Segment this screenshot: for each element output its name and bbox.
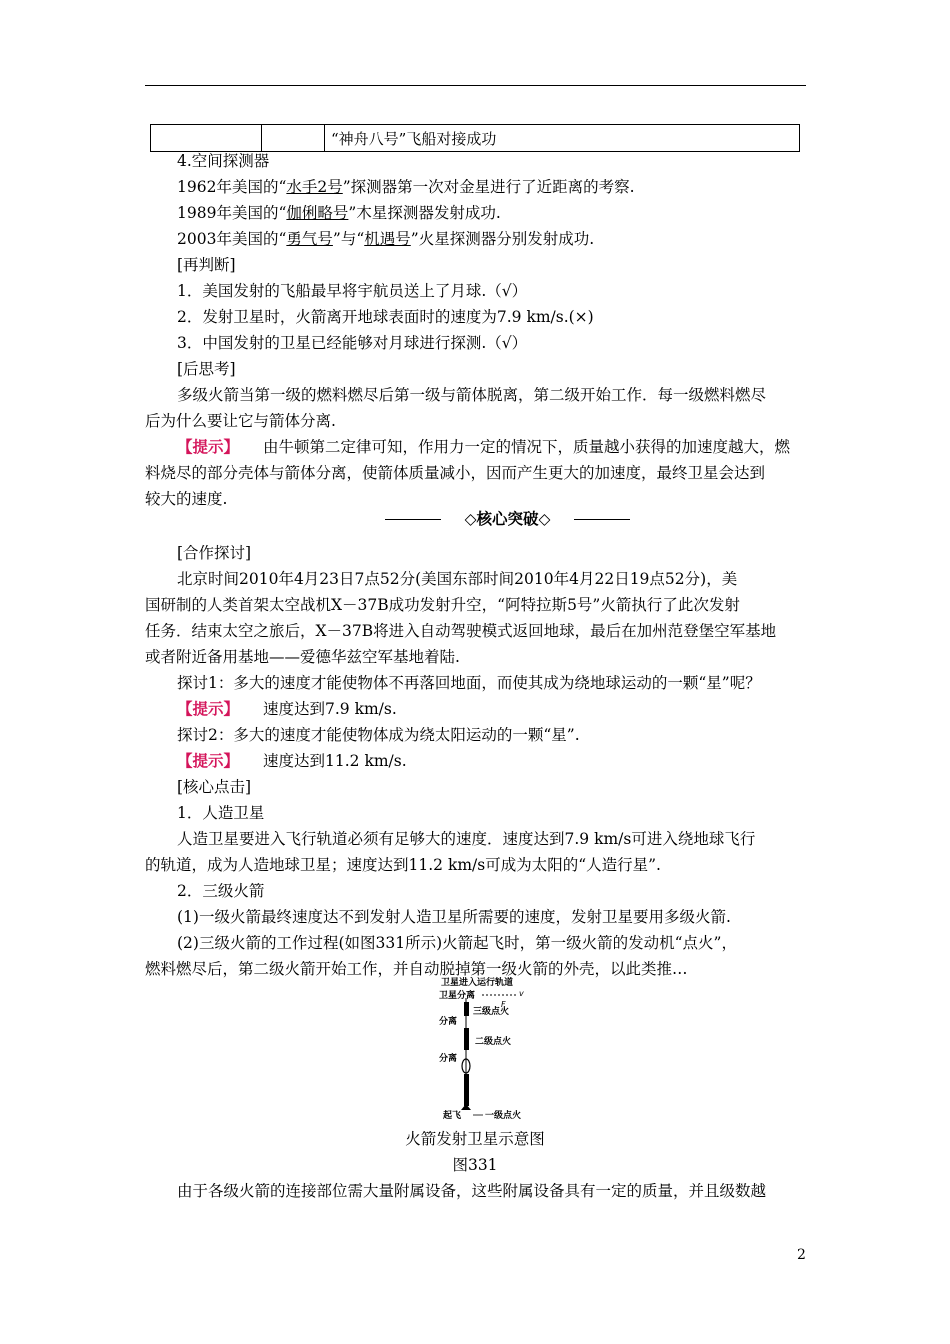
think-heading: [后思考] [177, 360, 236, 378]
probe-line-1: 1962年美国的“水手2号”探测器第一次对金星进行了近距离的考察. [177, 178, 635, 196]
judge-item: 2．发射卫星时，火箭离开地球表面时的速度为7.9 km/s.(×) [177, 308, 594, 326]
rocket-icon [464, 1074, 469, 1106]
core-subtitle-2: 2．三级火箭 [177, 882, 265, 900]
hint-label: 【提示】 [177, 699, 240, 718]
liftoff-label: 起飞 [443, 1111, 462, 1121]
discuss-question-2: 探讨2：多大的速度才能使物体成为绕太阳运动的一颗“星”. [177, 726, 580, 744]
discuss-paragraph-line: 任务．结束太空之旅后，X－37B将进入自动驾驶模式返回地球，最后在加州范登堡空军基地 [145, 622, 777, 640]
divider-line-left [385, 519, 441, 520]
discuss-paragraph-line: 或者附近备用基地——爱德华兹空军基地着陆. [145, 648, 460, 666]
velocity-label: v [519, 989, 524, 998]
judge-item: 3．中国发射的卫星已经能够对月球进行探测.（√） [177, 334, 528, 352]
header-rule [145, 85, 806, 86]
third-stage-icon [464, 1002, 469, 1016]
discuss-paragraph-line: 国研制的人类首架太空战机X－37B成功发射升空，“阿特拉斯5号”火箭执行了此次发射 [145, 596, 740, 614]
rocket-base-icon [461, 1104, 471, 1110]
third-stage-label: 三级点火 [473, 1007, 510, 1017]
core-paragraph-line: (1)一级火箭最终速度达不到发射人造卫星所需要的速度，发射卫星要用多级火箭. [177, 908, 731, 926]
discuss-question-1: 探讨1：多大的速度才能使物体不再落回地面，而使其成为绕地球运动的一颗“星”呢？ [177, 674, 761, 692]
discuss-paragraph-line: 北京时间2010年4月23日7点52分(美国东部时间2010年4月22日19点52分)，美 [177, 570, 738, 588]
think-answer-line: 料烧尽的部分壳体与箭体分离，使箭体质量减小，因而产生更大的加速度，最终卫星会达到 [145, 464, 766, 482]
section-title: ◇核心突破◇ [464, 510, 551, 528]
probe-heading: 4.空间探测器 [177, 152, 270, 170]
closing-paragraph-line: 由于各级火箭的连接部位需大量附属设备，这些附属设备具有一定的质量，并且级数越 [177, 1182, 767, 1200]
section-divider [385, 506, 630, 532]
discuss-answer-2: 【提示】 速度达到11.2 km/s. [177, 751, 407, 770]
discuss-heading: [合作探讨] [177, 544, 252, 562]
discuss-answer-1: 【提示】 速度达到7.9 km/s. [177, 699, 397, 718]
table-cell: “神舟八号”飞船对接成功 [325, 125, 800, 152]
second-stage-icon [464, 1028, 469, 1050]
core-paragraph-line: (2)三级火箭的工作过程(如图331所示)火箭起飞时，第一级火箭的发动机“点火”， [177, 934, 737, 952]
probe-line-2: 1989年美国的“伽俐略号”木星探测器发射成功. [177, 204, 501, 222]
judge-heading: [再判断] [177, 256, 236, 274]
core-paragraph-line: 人造卫星要进入飞行轨道必须有足够大的速度．速度达到7.9 km/s可进入绕地球飞行 [177, 830, 756, 848]
think-answer-line: 【提示】 由牛顿第二定律可知，作用力一定的情况下，质量越小获得的加速度越大，燃 [177, 437, 791, 456]
rocket-launch-figure [435, 976, 565, 1121]
second-stage-label: 二级点火 [475, 1037, 512, 1047]
force-label: F [501, 1000, 506, 1009]
probe-line-3: 2003年美国的“勇气号”与“机遇号”火星探测器分别发射成功. [177, 230, 595, 248]
think-question-line: 多级火箭当第一级的燃料燃尽后第一级与箭体脱离，第二级开始工作．每一级燃料燃尽 [177, 386, 767, 404]
figure-caption: 火箭发射卫星示意图 [405, 1130, 545, 1148]
orbit-label: 卫星进入运行轨道 [441, 978, 514, 988]
hint-label: 【提示】 [177, 751, 240, 770]
rocket-diagram [435, 976, 565, 1121]
judge-item: 1．美国发射的飞船最早将宇航员送上了月球.（√） [177, 282, 528, 300]
core-paragraph-line: 的轨道，成为人造地球卫星；速度达到11.2 km/s可成为太阳的“人造行星”. [145, 856, 661, 874]
satellite-separation-label: 卫星分离 [439, 991, 476, 1001]
think-question-line: 后为什么要让它与箭体分离. [145, 412, 336, 430]
page-number: 2 [797, 1247, 806, 1263]
core-paragraph-line: 燃料燃尽后，第二级火箭开始工作，并自动脱掉第一级火箭的外壳，以此类推… [145, 960, 688, 978]
hint-label: 【提示】 [177, 437, 240, 456]
separation-label: 分离 [439, 1017, 458, 1027]
think-answer-line: 较大的速度. [145, 490, 228, 508]
figure-number: 图331 [452, 1156, 498, 1174]
divider-line-right [574, 519, 630, 520]
first-stage-label: 一级点火 [485, 1111, 522, 1121]
core-subtitle-1: 1．人造卫星 [177, 804, 265, 822]
separation-label: 分离 [439, 1054, 458, 1064]
core-heading: [核心点击] [177, 778, 252, 796]
